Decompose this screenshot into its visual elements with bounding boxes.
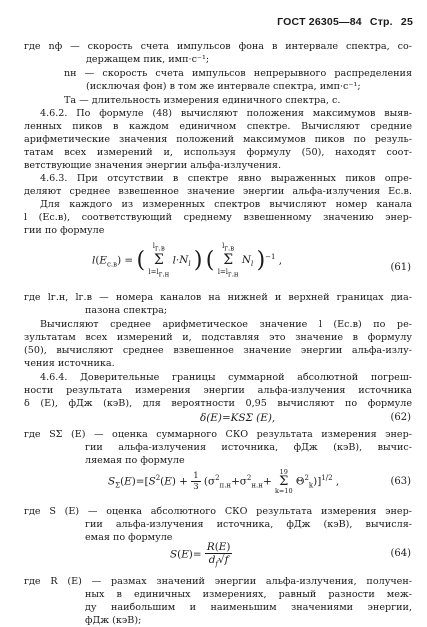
text-line: δ (Е), фДж (кэВ), для вероятности 0,95 вычисляют по формуле	[24, 398, 412, 409]
text-line: 4.6.4. Доверительные границы суммарной абсолютной погреш-	[40, 372, 412, 383]
text-line: гии по формуле	[24, 225, 105, 236]
text-line: арифметические значения положений максимумов пиков по резуль-	[24, 134, 412, 145]
equation-64: S(E)= $\frac{R(E)}{d_f√f}$	[170, 541, 231, 569]
text-line: где S (Е) — оценка абсолютного СКО результата измерения энер-	[24, 506, 412, 517]
text-line: фДж (кэВ);	[85, 615, 142, 626]
text-line: емая по формуле	[85, 532, 173, 543]
text-line: Tа — длительность измерения единичного спектра, с.	[64, 95, 341, 106]
text-line: зультатам всех измерений и, подставляя это значение в формулу	[24, 332, 412, 343]
page-header	[272, 16, 413, 28]
text-line: ду наибольшим и наименьшим значениями энергии,	[85, 602, 412, 613]
text-line: ности результата измерения энергии альфа-излучения источника	[24, 385, 412, 396]
text-line: где R (Е) — размах значений энергии альфа-излучения, получен-	[24, 576, 412, 587]
text-line: где nф — скорость счета импульсов фона в интервале спектра, со-	[24, 41, 412, 52]
text-line: держащем пик, имп·с⁻¹;	[86, 54, 210, 65]
equation-63: $S_\Sigma(E)=[S^2(E)$ + $\frac{1}{3}$ ($\sigma^2_{п.н}+\sigma^2_{н.н}+$ 19 Σ k=10 $\Theta^2_k)]^{1/2}$ ,	[108, 468, 340, 495]
page-label: Стр.	[369, 16, 393, 28]
text-line: Вычисляют среднее арифметическое значение l (Ес.в) по ре-	[40, 319, 412, 330]
text-line: ных в единичных измерениях, равный разности меж-	[85, 589, 412, 600]
text-line: Для каждого из измеренных спектров вычисляют номер канала	[40, 199, 412, 210]
equation-number: (61)	[390, 262, 411, 273]
text-line: l (Ес.в), соответствующий среднему взвешенному значению энер-	[24, 212, 412, 223]
text-line: (исключая фон) в том же интервале спектра, имп·с⁻¹;	[86, 81, 361, 92]
text-line: ветствующие значения энергии альфа-излучения.	[24, 160, 281, 171]
equation-number: (64)	[390, 548, 411, 559]
text-line: пазона спектра;	[85, 305, 168, 316]
text-line: 4.6.3. При отсутствии в спектре явно выраженных пиков опре-	[40, 173, 412, 184]
equation-number: (63)	[390, 476, 411, 487]
text-line: nн — скорость счета импульсов непрерывного распределения	[64, 68, 412, 79]
text-line: ляемая по формуле	[85, 455, 185, 466]
text-line: где lг.н, lг.в — номера каналов на нижней и верхней границах диа-	[24, 292, 412, 303]
text-line: гии альфа-излучения источника, фДж (кэВ), вычис-	[85, 442, 412, 453]
text-line: (50), вычисляют среднее взвешенное значение энергии альфа-излу-	[24, 345, 412, 356]
text-line: ленных пиков в каждом единичном спектре. Вычисляют средние	[24, 121, 412, 132]
text-line: где SΣ (Е) — оценка суммарного СКО результата измерения энер-	[24, 429, 412, 440]
equation-61: $l(E_{с.в})$ = ( $l_{г.в}$ Σ $l=l_{г.н}$ $l\cdot N_l$ ) ( $l_{г.в}$ Σ $l=l_{г.н}$ $N_l$ )$^{-1}$ ,	[92, 242, 283, 279]
text-line: чения источника.	[24, 358, 115, 369]
page-number: 25	[400, 16, 413, 28]
standard-code: ГОСТ 26305—84	[277, 16, 362, 28]
text-line: деляют среднее взвешенное значение энергии альфа-излучения Ес.в.	[24, 186, 412, 197]
equation-62: δ(E)=KSΣ (E),	[200, 412, 276, 424]
text-line: гии альфа-излучения источника, фДж (кэВ), вычисля-	[85, 519, 412, 530]
text-line: татам всех измерений и, используя формулу (50), находят соот-	[24, 147, 412, 158]
equation-number: (62)	[390, 412, 411, 423]
text-line: 4.6.2. По формуле (48) вычисляют положения максимумов выяв-	[40, 108, 412, 119]
